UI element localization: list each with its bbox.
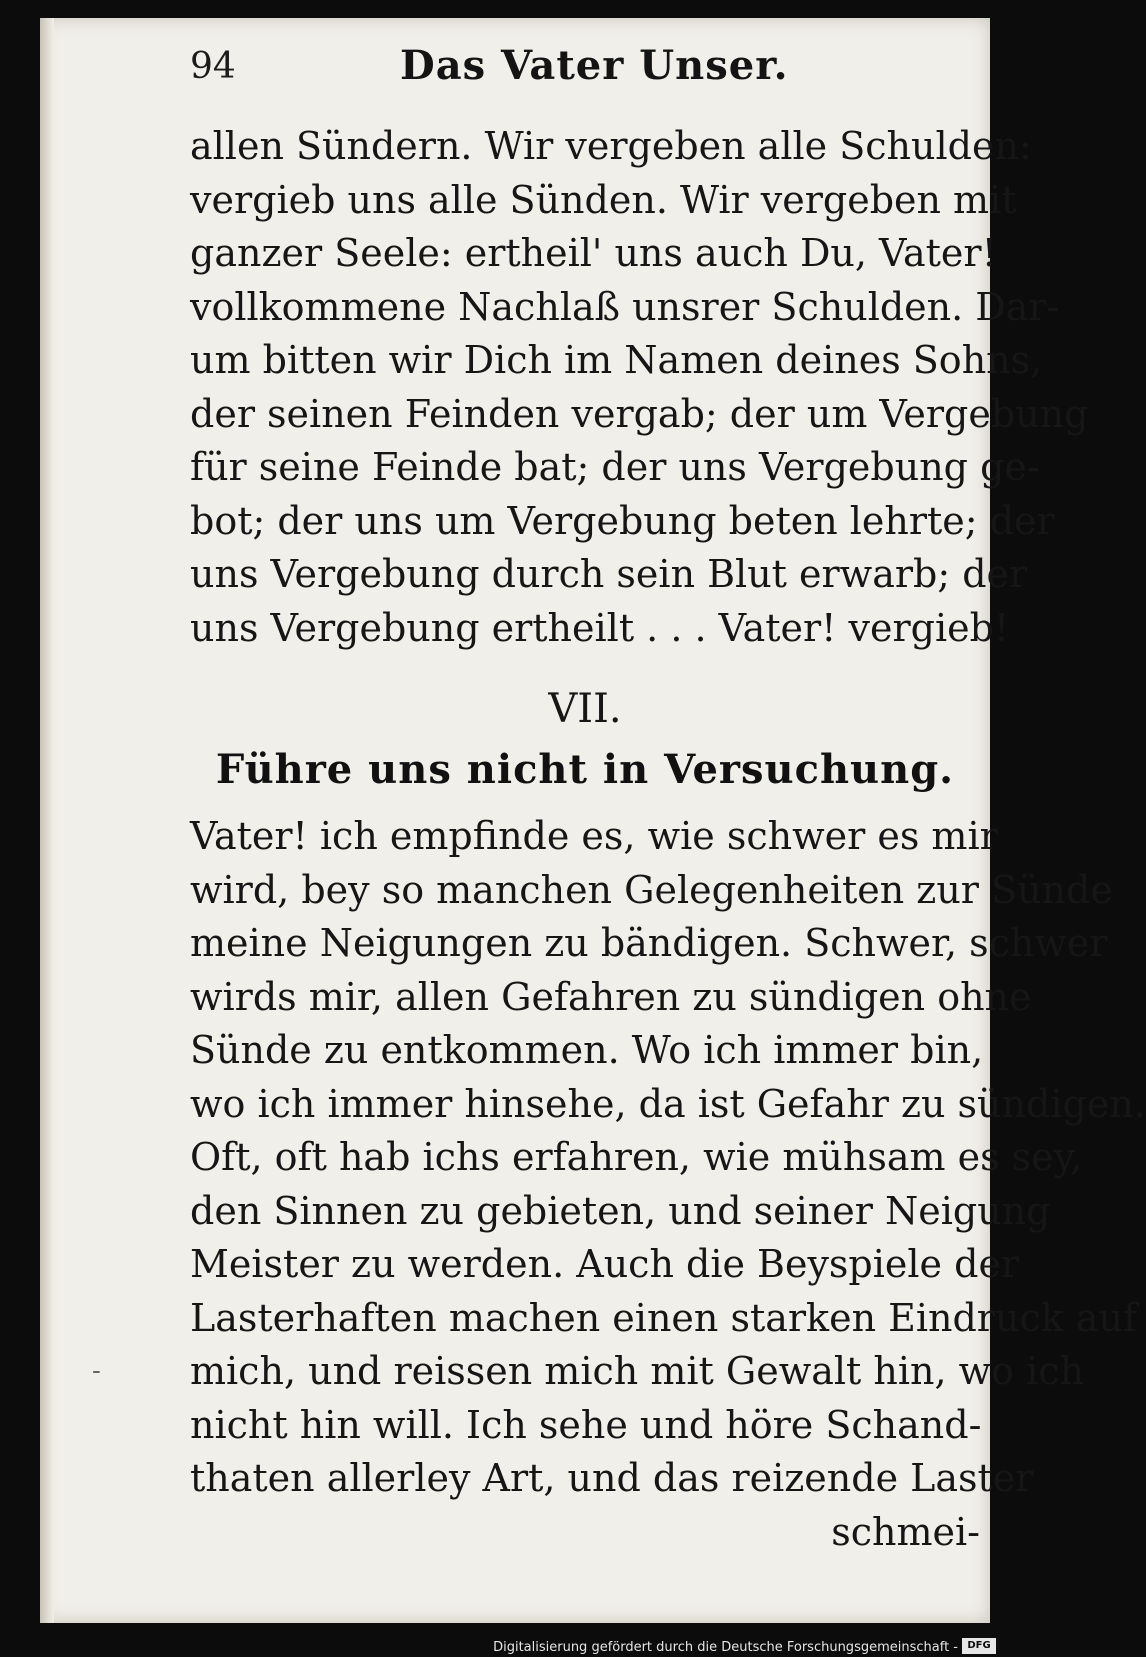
paragraph-2 (190, 810, 1146, 1559)
text-line: wo ich immer hinsehe, da ist Gefahr zu sündigen. (190, 1081, 1146, 1126)
text-line: vollkommene Nachlaß unsrer Schulden. Dar- (190, 284, 1060, 329)
text-line: wird, bey so manchen Gelegenheiten zur Sünde (190, 867, 1113, 912)
text-line: Sünde zu entkommen. Wo ich immer bin, (190, 1028, 984, 1072)
page-number: 94 (190, 46, 236, 87)
text-line: mich, und reissen mich mit Gewalt hin, wo ich (190, 1349, 1085, 1393)
text-line: um bitten wir Dich im Namen deines Sohns, (190, 338, 1043, 382)
text-line: thaten allerley Art, und das reizende Laster (190, 1456, 1034, 1500)
margin-mark: - (92, 1356, 101, 1386)
text-line: Meister zu werden. Auch die Beyspiele der (190, 1242, 1020, 1286)
text-line: Oft, oft hab ichs erfahren, wie mühsam es sey, (190, 1135, 1083, 1179)
text-line: uns Vergebung durch sein Blut erwarb; der (190, 552, 1028, 596)
text-line: der seinen Feinden vergab; der um Vergebung (190, 391, 1089, 436)
section-heading: Führe uns nicht in Versuchung. (215, 746, 955, 793)
catchword: schmei- (831, 1509, 980, 1554)
text-line: uns Vergebung ertheilt . . . Vater! vergieb! (190, 605, 1010, 650)
paragraph-1 (190, 120, 1089, 655)
footer-bar (0, 1633, 1000, 1657)
page-gutter-shadow (40, 18, 54, 1623)
text-line: Lasterhaften machen einen starken Eindruck auf (190, 1295, 1138, 1340)
text-line: bot; der uns um Vergebung beten lehrte; der (190, 498, 1055, 543)
text-line: den Sinnen zu gebieten, und seiner Neigung (190, 1188, 1051, 1233)
text-line: ganzer Seele: ertheil' uns auch Du, Vater! (190, 231, 997, 275)
section-number: VII. (548, 686, 622, 732)
text-line: Vater! ich empfinde es, wie schwer es mir (190, 814, 998, 858)
funding-credit: Digitalisierung gefördert durch die Deutsche Forschungsgemeinschaft - (493, 1640, 958, 1655)
page-header (190, 40, 980, 100)
text-line: für seine Feinde bat; der uns Vergebung ge- (190, 445, 1040, 489)
text-line: meine Neigungen zu bändigen. Schwer, schwer (190, 921, 1108, 965)
text-line: allen Sündern. Wir vergeben alle Schulden: (190, 124, 1032, 168)
text-line: vergieb uns alle Sünden. Wir vergeben mit (190, 177, 1017, 222)
running-title: Das Vater Unser. (400, 42, 789, 89)
text-line: wirds mir, allen Gefahren zu sündigen ohne (190, 974, 1032, 1019)
book-page (40, 18, 1146, 1623)
text-line: nicht hin will. Ich sehe und höre Schand- (190, 1402, 982, 1447)
dfg-logo: DFG (962, 1638, 996, 1654)
